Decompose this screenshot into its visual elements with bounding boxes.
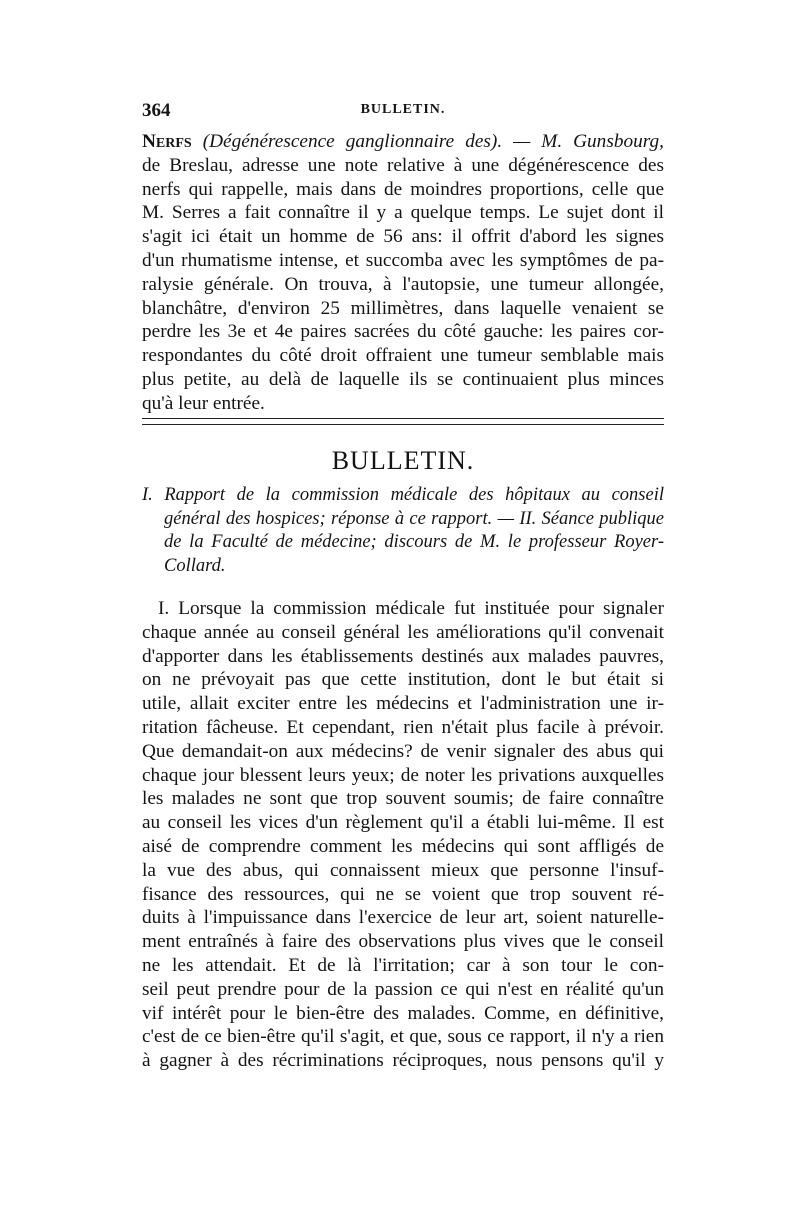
nerfs-paragraph xyxy=(142,130,664,416)
text-line: aisé de comprendre comment les médecins qui sont affligés de xyxy=(142,835,664,857)
text-line: blanchâtre, d'environ 25 millimètres, dans laquelle venaient se xyxy=(142,297,664,319)
text-line: de Breslau, adresse une note relative à une dégénérescence des xyxy=(142,154,664,176)
text-line: I. Lorsque la commission médicale fut instituée pour signaler xyxy=(158,598,664,619)
text-line: les malades ne sont que trop souvent soumis; de faire connaître xyxy=(142,788,664,810)
divider-line xyxy=(142,418,664,419)
summary-line: de la Faculté de médecine; discours de M. le professeur Royer- xyxy=(164,532,664,552)
text-line: seil peut prendre pour de la passion ce qui n'est en réalité qu'un xyxy=(142,978,664,1000)
summary-line: général des hospices; réponse à ce rapport. — II. Séance publique xyxy=(164,508,664,529)
text-line: d'apporter dans les établissements destinés aux malades pauvres, xyxy=(142,645,664,667)
text-line: plus petite, au delà de laquelle ils se continuaient plus minces xyxy=(142,368,664,390)
section-summary xyxy=(142,484,664,578)
running-title: BULLETIN. xyxy=(360,102,446,117)
text-line: au conseil les vices d'un règlement qu'il a établi lui-même. Il est xyxy=(142,812,664,834)
text-line: ment entraînés à faire des observations plus vives que le conseil xyxy=(142,931,664,953)
text-line: perdre les 3e et 4e paires sacrées du côté gauche: les paires cor- xyxy=(142,321,664,343)
text-line: ritation fâcheuse. Et cependant, rien n'était plus facile à prévoir. xyxy=(142,716,664,738)
summary-line: Collard. xyxy=(164,555,226,576)
text-line: utile, allait exciter entre les médecins et l'administration une ir- xyxy=(142,693,664,715)
page-header xyxy=(142,100,664,122)
text-line: respondantes du côté droit offraient une tumeur semblable mais xyxy=(142,345,664,367)
section-title: BULLETIN. xyxy=(331,446,475,475)
text-line: à gagner à des récriminations réciproques, nous pensons qu'il y xyxy=(142,1050,664,1072)
text-line: la vue des abus, qui connaissent mieux que personne l'insuf- xyxy=(142,859,664,881)
text-line: duits à l'impuissance dans l'exercice de leur art, soient naturelle- xyxy=(142,907,664,929)
page-number: 364 xyxy=(142,100,171,121)
text-line: d'un rhumatisme intense, et succomba avec les symptômes de pa- xyxy=(142,249,664,271)
text-line: chaque jour blessent leurs yeux; de noter les privations auxquelles xyxy=(142,764,664,786)
text-line: ralysie générale. On trouva, à l'autopsie, une tumeur allongée, xyxy=(142,273,664,295)
entry-heading: (Dégénérescence ganglionnaire des). — M. Gunsbourg, xyxy=(202,131,664,152)
text-line: ne les attendait. Et de là l'irritation; car à son tour le con- xyxy=(142,954,664,976)
text-line: vif intérêt pour le bien-être des malades. Comme, en définitive, xyxy=(142,1002,664,1024)
body-text xyxy=(142,597,664,1073)
nerfs-entry xyxy=(142,130,664,416)
text-line xyxy=(142,130,664,154)
text-line: M. Serres a fait connaître il y a quelque temps. Le sujet dont il xyxy=(142,202,664,224)
text-line: Que demandait-on aux médecins? de venir signaler des abus qui xyxy=(142,740,664,762)
text-line: fisance des ressources, qui ne se voient que trop souvent ré- xyxy=(142,883,664,905)
text-line: on ne prévoyait pas que cette institution, dont le but était si xyxy=(142,669,664,691)
divider-line xyxy=(142,424,664,425)
body-paragraph xyxy=(142,597,664,1073)
section-divider xyxy=(142,418,664,430)
text-line: qu'à leur entrée. xyxy=(142,392,265,414)
summary-line: I. Rapport de la commission médicale des hôpitaux au conseil xyxy=(142,485,664,505)
text-line: chaque année au conseil général les améliorations qu'il convenait xyxy=(142,621,664,643)
text-line: s'agit ici était un homme de 56 ans: il offrit d'abord les signes xyxy=(142,226,664,248)
entry-lead: Nerfs xyxy=(142,131,192,152)
text-line: c'est de ce bien-être qu'il s'agit, et que, sous ce rapport, il n'y a rien xyxy=(142,1026,664,1048)
text-line: nerfs qui rappelle, mais dans de moindres proportions, celle que xyxy=(142,178,664,200)
